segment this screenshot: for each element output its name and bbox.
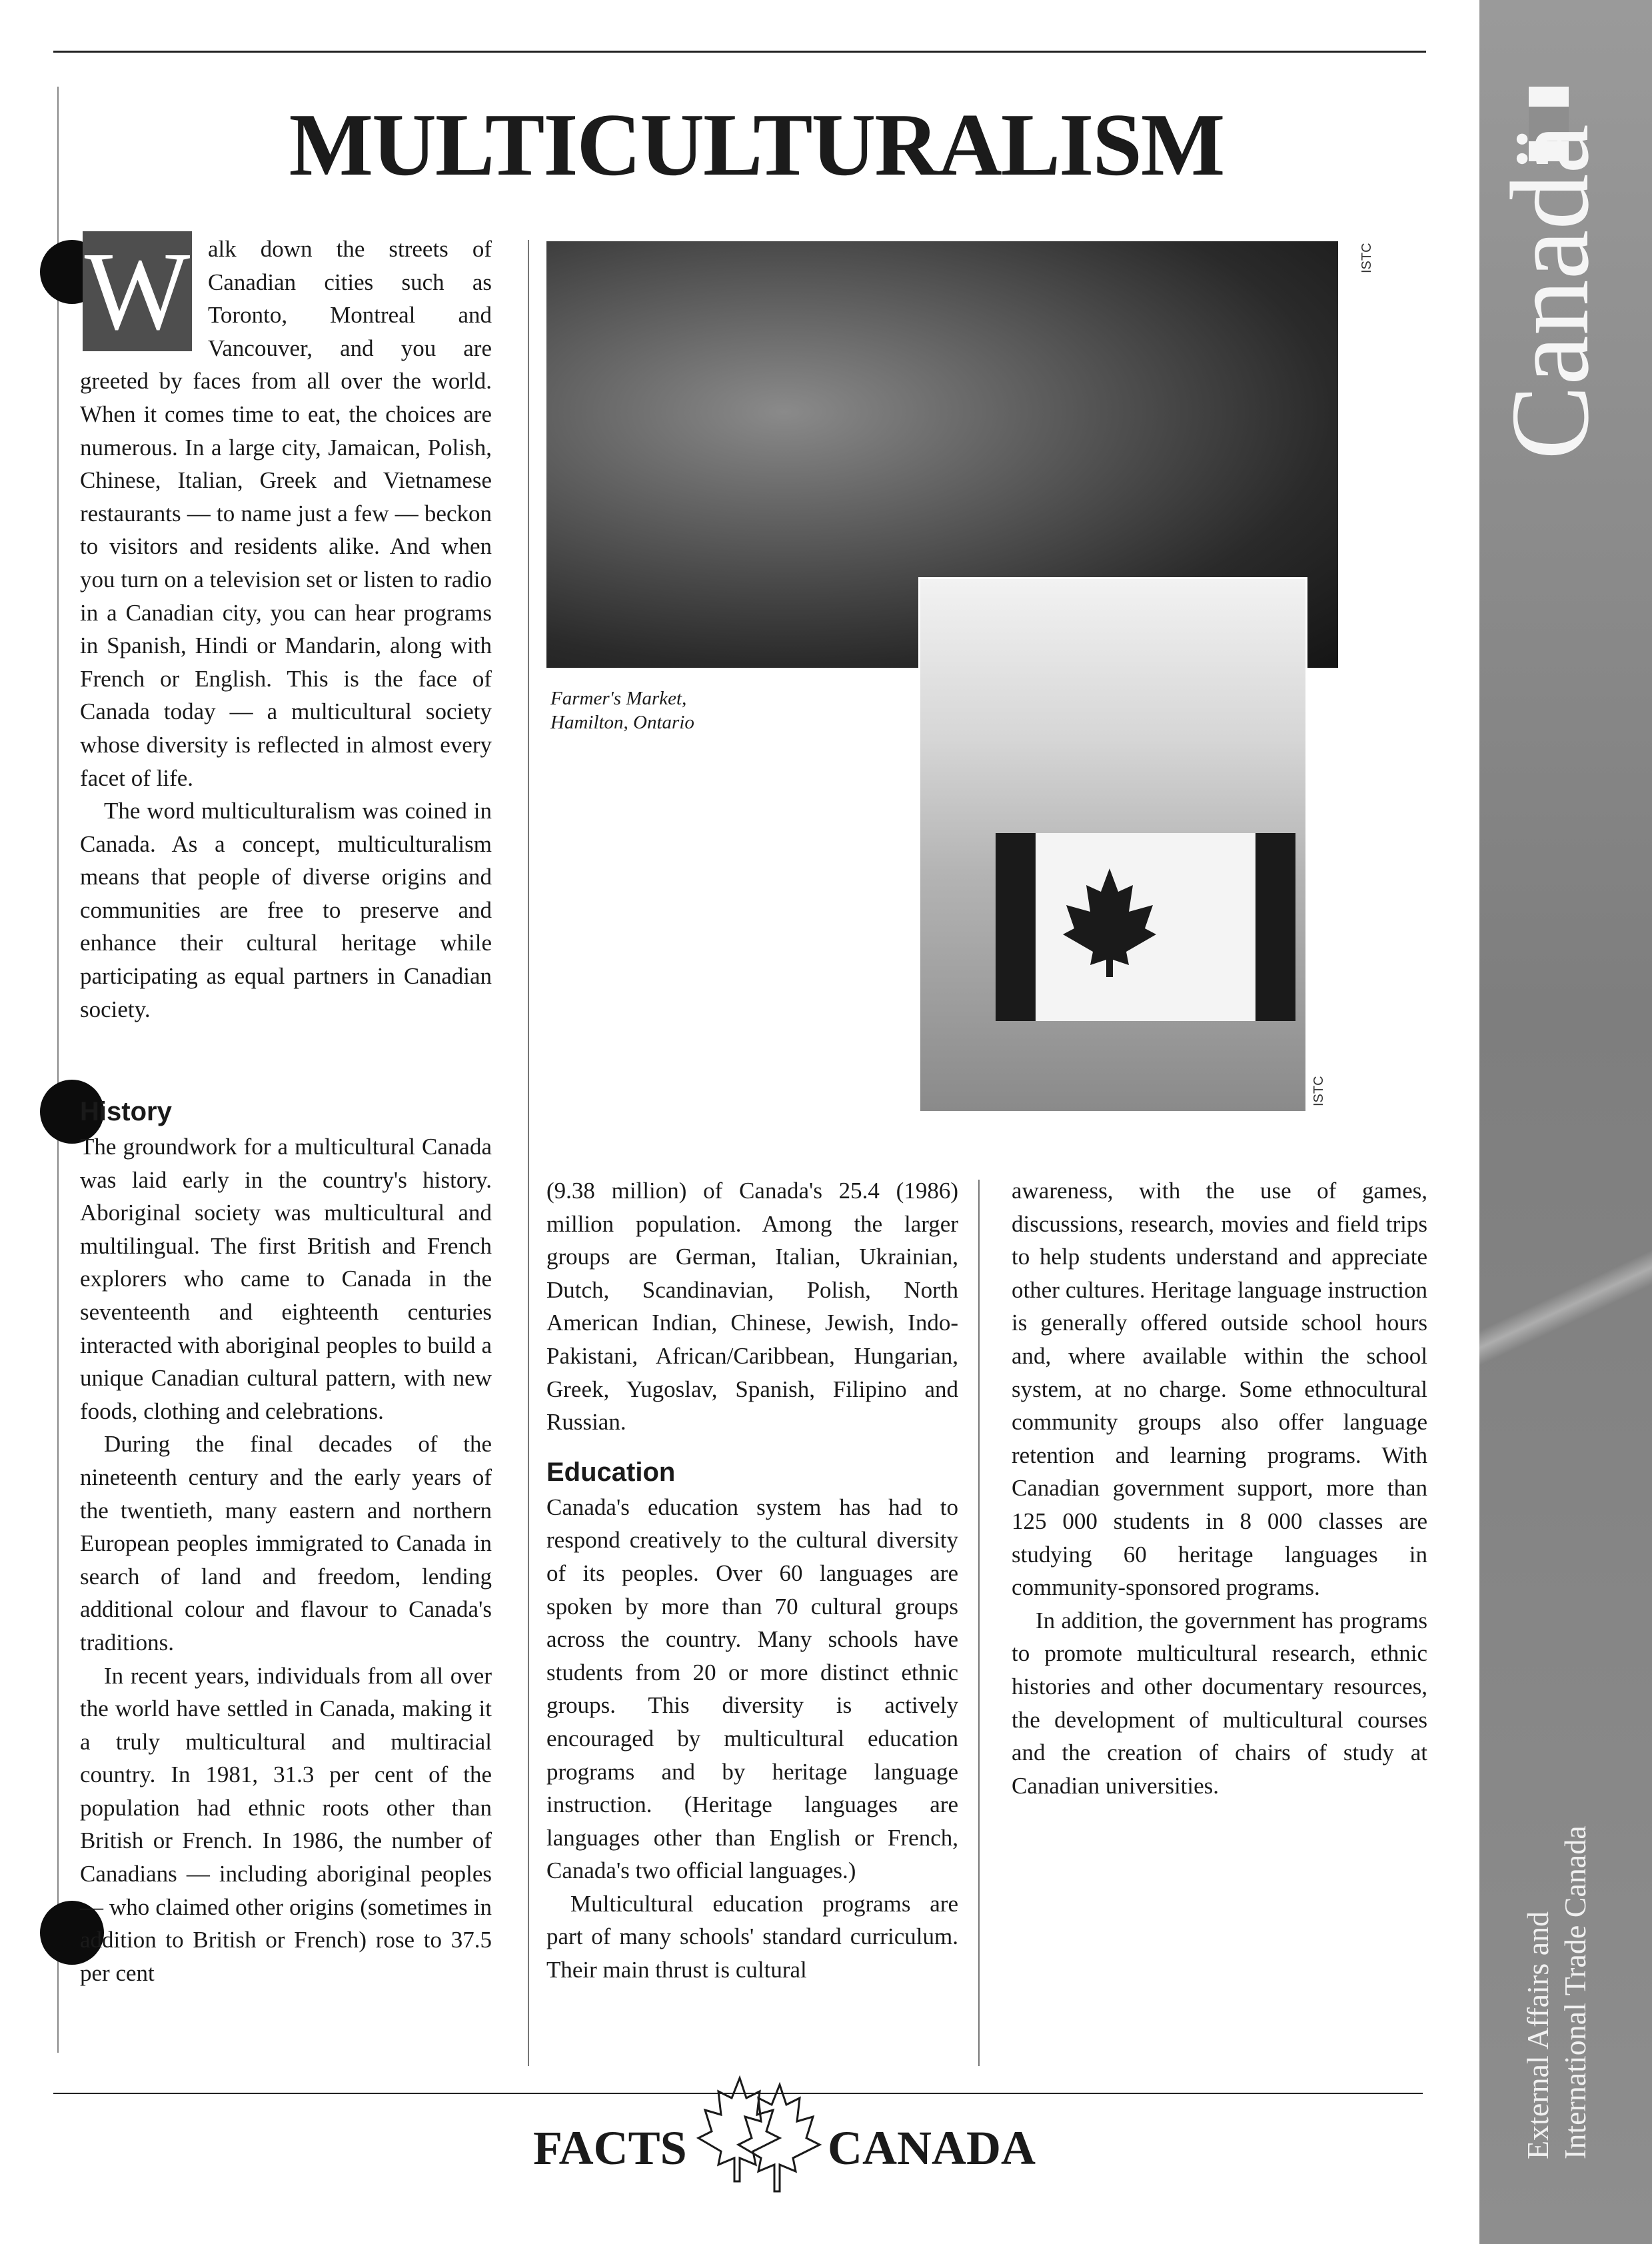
- education-paragraph-2: Multicultural education programs are part of many schools' standard curriculum. Their main thrust is cultural: [546, 1890, 958, 1983]
- page-title: MULTICULTURALISM: [289, 95, 1224, 194]
- history-paragraph-1: The groundwork for a multicultural Canada was laid early in the country's history. Aboriginal society was multicultural and multilingual. The first British and French explorers who came to Canada in the seventeenth and eighteenth centuries interacted with aboriginal peoples to build a unique Canadian cultural pattern, with new foods, clothing and celebrations.: [80, 1134, 492, 1424]
- photo-caption: [550, 686, 737, 734]
- maple-leaves-logo-icon: [680, 2065, 825, 2195]
- maple-leaf-icon: [1060, 865, 1160, 978]
- caption-line-2: Hamilton, Ontario: [550, 712, 694, 733]
- column-3: [1012, 1174, 1427, 1802]
- intro-paragraph-1: alk down the streets of Canadian cities such as Toronto, Montreal and Vancouver, and you are greeted by faces from all over the world. When it comes time to eat, the choices are numerous. In a large city, Jamaican, Polish, Chinese, Italian, Greek and Vietnamese restaurants — to name just a few — beckon to visitors and residents alike. And when you turn on a television set or listen to radio in a Canadian city, you can hear programs in Spanish, Hindi or Mandarin, along with French or English. This is the face of Canada today — a multicultural society whose diversity is reflected in almost every facet of life.: [80, 236, 492, 791]
- dept-line-1: External Affairs and: [1521, 1911, 1555, 2159]
- left-margin-rule: [57, 87, 59, 2053]
- column-divider-2: [978, 1180, 980, 2066]
- photo-credit-2: ISTC: [1311, 1076, 1326, 1106]
- education-heading: Education: [546, 1457, 676, 1487]
- photo-credit-1: ISTC: [1359, 243, 1374, 273]
- caption-line-1: Farmer's Market,: [550, 688, 687, 709]
- continued-paragraph: (9.38 million) of Canada's 25.4 (1986) million population. Among the larger groups are German, Italian, Ukrainian, Dutch, Scandinavian, Polish, North American Indian, Chinese, Jewish, Indo-Pakistani, African/Caribbean, Hungarian, Greek, Yugoslav, Spanish, Filipino and Russian.: [546, 1178, 958, 1436]
- sidebar-stripe: [1479, 1213, 1652, 1426]
- col3-paragraph-1: awareness, with the use of games, discussions, research, movies and field trips to help students understand and appreciate other cultures. Heritage language instruction is generally offered outside school hours and, where available within the school system, at no charge. Some ethnocultural community groups also offer language retention and learning programs. With Canadian government support, more than 125 000 students in 8 000 classes are studying 60 heritage languages in community-sponsored programs.: [1012, 1178, 1427, 1601]
- footer-canada: CANADA: [828, 2121, 1036, 2175]
- education-paragraph-1: Canada's education system has had to respond creatively to the cultural diversity of its peoples. Over 60 languages are spoken by more than 70 cultural groups across the country. Many schools have students from 20 or more distinct ethnic groups. This diversity is actively encouraged by multicultural education programs and by heritage language instruction. (Heritage languages are languages other than English or French, Canada's two official languages.): [546, 1494, 958, 1884]
- history-heading: History: [80, 1097, 172, 1126]
- top-rule: [53, 51, 1426, 53]
- department-name: [1519, 1825, 1594, 2159]
- column-2: [546, 1174, 958, 1987]
- history-column: [80, 1094, 492, 1989]
- footer-facts: FACTS: [533, 2121, 687, 2175]
- history-paragraph-3: In recent years, individuals from all over the world have settled in Canada, making it a truly multicultural and multiracial country. In 1981, 31.3 per cent of the population had ethnic roots other than British or French. In 1986, the number of Canadians — including aboriginal peoples — who claimed other origins (sometimes in addition to British or French) rose to 37.5 per cent: [80, 1662, 492, 1986]
- canada-wordmark: Canadä: [1488, 124, 1612, 460]
- column-divider-1: [528, 240, 529, 2066]
- col3-paragraph-2: In addition, the government has programs to promote multicultural research, ethnic histories and other documentary resources, the development of multicultural courses and the creation of chairs of study at Canadian universities.: [1012, 1607, 1427, 1799]
- intro-column: [80, 233, 492, 1026]
- intro-paragraph-2: The word multiculturalism was coined in Canada. As a concept, multiculturalism means that people of diverse origins and communities are free to preserve and enhance their cultural heritage while participating as equal partners in Canadian society.: [80, 798, 492, 1022]
- history-paragraph-2: During the final decades of the nineteenth century and the early years of the twentieth, many eastern and northern European peoples immigrated to Canada in search of land and freedom, lending additional colour and flavour to Canada's traditions.: [80, 1431, 492, 1656]
- drop-cap: W: [83, 231, 192, 351]
- dept-line-2: International Trade Canada: [1558, 1825, 1592, 2159]
